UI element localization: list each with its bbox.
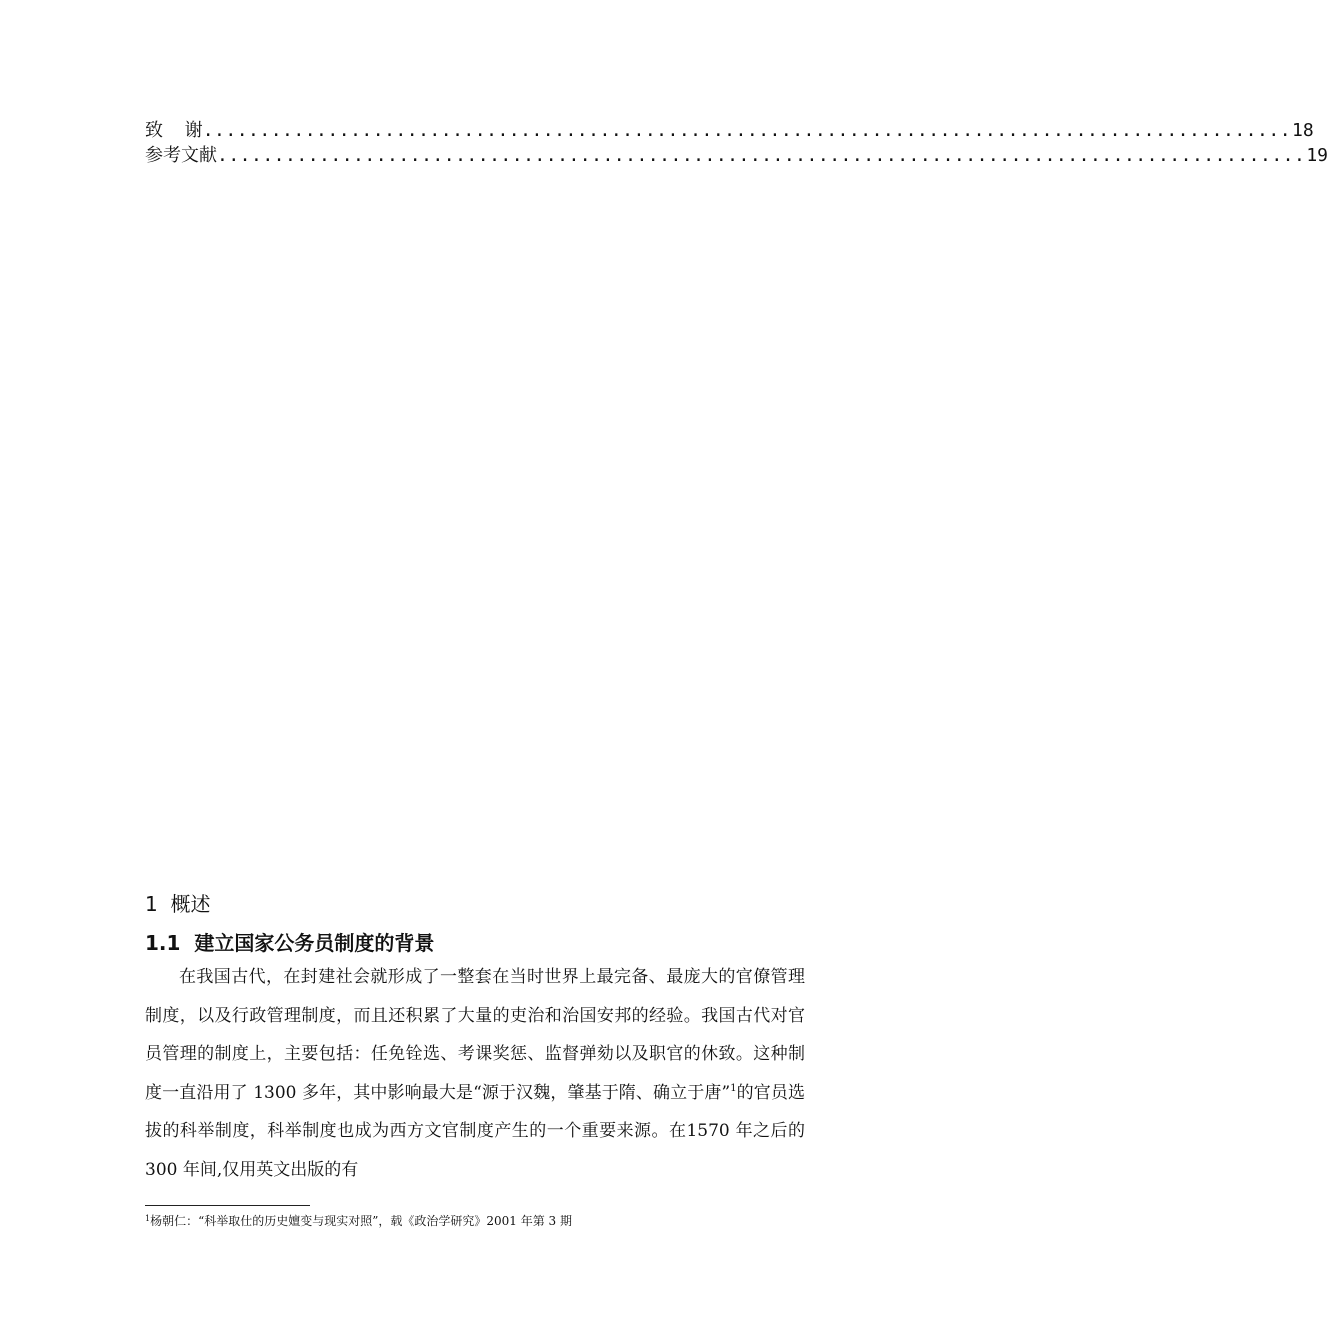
paragraph-text-continued: 的官员选拔的科举制度，科举制度也成为西方文官制度产生的一个重要来源。在1570 年之后的 300 年间,仅用英文出版的有 (145, 1082, 806, 1180)
footnote-text: 杨朝仁：“科举取仕的历史嬗变与现实对照”，载《政治学研究》2001 年第 3 期 (150, 1214, 572, 1228)
toc-entry-acknowledgements[interactable] (145, 116, 1314, 141)
toc-leader-dots: ................................................................................................ (202, 120, 1292, 141)
footnote-reference[interactable]: 1 (730, 1082, 737, 1094)
toc-entry-label: 致 谢 (145, 120, 203, 141)
section-heading: 1.1 建立国家公务员制度的背景 (145, 931, 435, 955)
toc-page-number: 19 (1306, 145, 1328, 166)
footnote-separator (145, 1205, 310, 1206)
paragraph-text: 在我国古代，在封建社会就形成了一整套在当时世界上最完备、最庞大的官僚管理制度，以及行政管理制度，而且还积累了大量的吏治和治国安邦的经验。我国古代对官员管理的制度上，主要包括：任免铨选、考课奖惩、监督弹劾以及职官的休致。这种制度一直沿用了 1300 多年，其中影响最大是“源于汉魏，肇基于隋、确立于唐” (145, 967, 805, 1103)
toc-page-number: 18 (1292, 120, 1314, 141)
footnote-marker: 1 (145, 1214, 151, 1223)
chapter-heading: 1 概述 (145, 892, 211, 916)
toc-leader-dots: ................................................................................................ (217, 145, 1306, 166)
footnote (145, 1212, 572, 1229)
table-of-contents (145, 116, 1328, 166)
body-paragraph (145, 958, 805, 1189)
toc-entry-label: 参考文献 (145, 145, 217, 166)
toc-entry-references[interactable] (145, 141, 1328, 166)
